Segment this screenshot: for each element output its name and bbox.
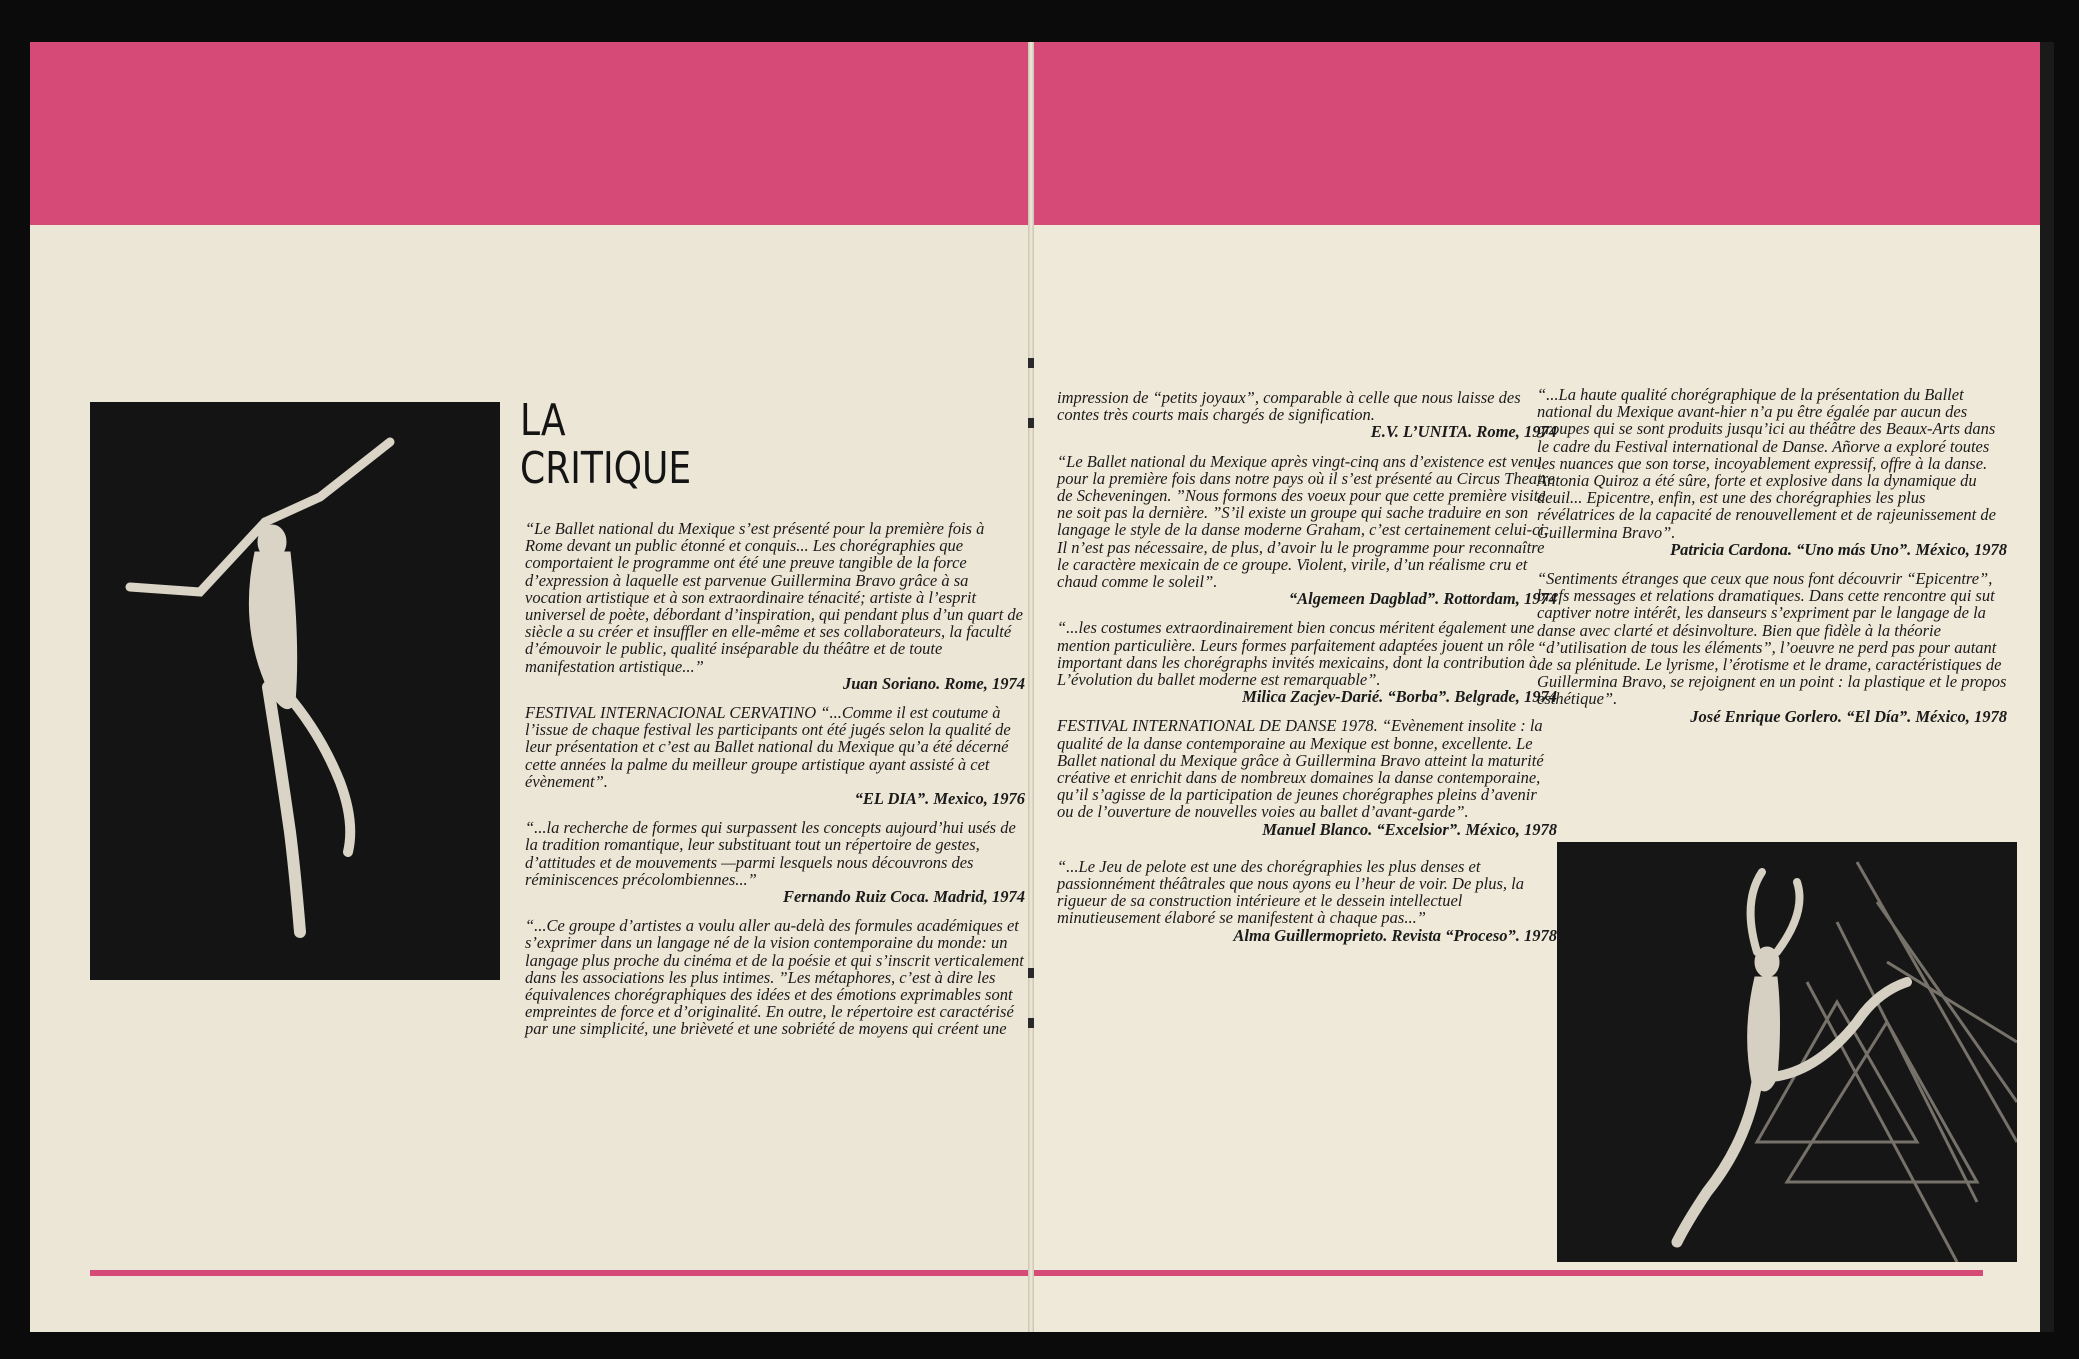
review-text: “Le Ballet national du Mexique après vingt-cinq ans d’existence est venu pour la première fois dans notre pays où il s’est présenté au Circus Theatre de Scheveningen. ”Nous formons des voeux pour que cette première visite ne soit pas la dernière. ”S’il existe un groupe qui sache traduire en son langage le style de la danse moderne Graham, c’est certainement celui-ci. Il n’est pas nécessaire, de plus, d’avoir lu le programme pour reconnaître le caractère mexicain de ce groupe. Violent, virile, d’un réalisme cru et chaud comme le soleil”.	[1057, 451, 1555, 592]
review-block	[1057, 619, 1557, 705]
review-block	[1057, 389, 1557, 441]
left-page	[30, 42, 1032, 1332]
review-block	[525, 819, 1025, 905]
review-source: Manuel Blanco. “Excelsior”. México, 1978	[1262, 819, 1557, 839]
staple-mark	[1028, 1018, 1034, 1028]
right-pink-band	[1032, 42, 2040, 225]
right-bottom-rule	[1032, 1270, 1983, 1276]
review-text: “...les costumes extraordinairement bien concus méritent également une mention particulière. Leurs formes parfaitement adaptées jouent un rôle important dans les chorégraphs invités mexicains, dont la contribution à L’évolution du ballet moderne est remarquable”.	[1057, 618, 1538, 690]
right-edge	[2040, 42, 2054, 1332]
review-text: impression de “petits joyaux”, comparable à celle que nous laisse des contes très courts mais chargés de signification.	[1057, 388, 1521, 425]
title-line-1: LA	[520, 395, 566, 446]
review-text: “...La haute qualité chorégraphique de la présentation du Ballet national du Mexique avant-hier n’a pu être égalée par aucun des groupes qui se sont produits jusqu’ici au théâtre des Beaux-Arts dans le cadre du Festival international de Danse. Añorve a exploré toutes les nuances que son torse, incoyablement expressif, offre à la danse. Antonia Quiroz a été sûre, forte et explosive dans la dynamique du deuil... Epicentre, enfin, est une des chorégraphies les plus révélatrices de la capacité de renouvellement et de rajeunissement de Guillermina Bravo”.	[1537, 385, 1996, 542]
review-text: FESTIVAL INTERNATIONAL DE DANSE 1978. “Evènement insolite : la qualité de la danse contemporaine au Mexique est bonne, excellente. Le Ballet national du Mexique grâce à Guillermina Bravo atteint la maturité créative et enrichit dans de nombreux domaines la danse contemporaine, qu’il s’agisse de la participation de jeunes chorégraphes pleins d’avenir ou de l’ouverture de nouvelles voies au ballet d’avant-garde”.	[1057, 716, 1544, 822]
staple-mark	[1028, 418, 1034, 428]
staple-mark	[1028, 968, 1034, 978]
review-text: “Le Ballet national du Mexique s’est présenté pour la première fois à Rome devant un public étonné et conquis... Les chorégraphies que comportaient le programme ont été une preuve tangible de la force d’expression à laquelle est parvenue Guillermina Bravo grâce à sa vocation artistique et à son extraordinaire ténacité; artiste à l’esprit universel de poète, débordant d’inspiration, qui pendant plus d’un quart de siècle a su créer et insuffler en elle-même et ses collaborateurs, la faculté d’émouvoir le public, qualité inséparable du théâtre et de toute manifestation artistique...”	[525, 519, 1023, 676]
review-block	[1537, 386, 2007, 558]
review-source: Fernando Ruiz Coca. Madrid, 1974	[782, 887, 1025, 907]
review-block	[1057, 858, 1557, 944]
review-text: “...Le Jeu de pelote est une des chorégraphies les plus denses et passionnément théâtrales que nous ayons eu l’heur de voir. De plus, la rigueur de sa construction intérieure et le dessein intellectuel minutieusement élaboré se manifestent à chaque pas...”	[1057, 856, 1524, 928]
review-block	[525, 704, 1025, 807]
dancer-photo-right	[1557, 842, 2017, 1262]
review-source: Juan Soriano. Rome, 1974	[843, 673, 1025, 693]
review-block	[1537, 570, 2007, 725]
review-source: “EL DIA”. Mexico, 1976	[854, 789, 1025, 809]
review-source: “Algemeen Dagblad”. Rottordam, 1974	[1288, 589, 1557, 609]
review-text: “...Ce groupe d’artistes a voulu aller au-delà des formules académiques et s’exprimer dans un langage né de la vision contemporaine du monde: un langage plus proche du cinéma et de la poésie et qui s’inscrit verticalement dans les associations les plus intimes. ”Les métaphores, c’est à dire les équivalences chorégraphiques des idées et des émotions exprimables sont empreintes de force et d’originalité. En outre, le répertoire est caractérisé par une simplicité, une brièveté et une sobriété de moyens qui créent une	[525, 916, 1024, 1039]
review-text: “Sentiments étranges que ceux que nous font découvrir “Epicentre”, brefs messages et relations dramatiques. Dans cette rencontre qui sut captiver notre intérêt, les danseurs s’expriment par le langage de la danse avec clarté et désinvolture. Bien que fidèle à la théorie “d’utilisation de tous les éléments”, l’oeuvre ne perd pas pour autant de sa plénitude. Le lyrisme, l’érotisme et le drame, caractéristiques de Guillermina Bravo, se rejoignent en un point : la plastique et le propos esthétique”.	[1537, 569, 2007, 709]
review-text: FESTIVAL INTERNACIONAL CERVATINO “...Comme il est coutume à l’issue de chaque festival les participants ont été jugés selon la qualité de leur présentation et c’est au Ballet national du Mexique qu’a été décerné cette années la palme du meilleur groupe artistique ayant assisté à cet évènement”.	[525, 703, 1011, 791]
title-line-2: CRITIQUE	[520, 443, 692, 494]
review-block	[525, 520, 1025, 692]
staple-mark	[1028, 358, 1034, 368]
page-title	[520, 397, 691, 493]
left-pink-band	[30, 42, 1032, 225]
left-column	[525, 520, 1025, 1050]
right-column	[1537, 386, 2007, 737]
review-block	[1057, 453, 1557, 608]
gutter-fold	[1028, 42, 1034, 1332]
dancer-photo-left	[90, 402, 500, 980]
review-source: E.V. L’UNITA. Rome, 1974	[1370, 422, 1557, 442]
review-text: “...la recherche de formes qui surpassent les concepts aujourd’hui usés de la tradition romantique, leur substituant tout un répertoire de gestes, d’attitudes et de mouvements —parmi lesquels nous découvrons des réminiscences précolombiennes...”	[525, 818, 1016, 889]
right-page	[1032, 42, 2040, 1332]
review-block	[1057, 717, 1557, 837]
review-block	[525, 917, 1025, 1037]
review-source: Milica Zacjev-Darié. “Borba”. Belgrade, 1974	[1242, 687, 1557, 707]
review-source: Alma Guillermoprieto. Revista “Proceso”. 1978	[1233, 925, 1557, 945]
left-bottom-rule	[90, 1270, 1032, 1276]
middle-column	[1057, 389, 1557, 956]
review-source: José Enrique Gorlero. “El Día”. México, 1978	[1690, 706, 2007, 726]
review-source: Patricia Cardona. “Uno más Uno”. México, 1978	[1670, 539, 2007, 559]
